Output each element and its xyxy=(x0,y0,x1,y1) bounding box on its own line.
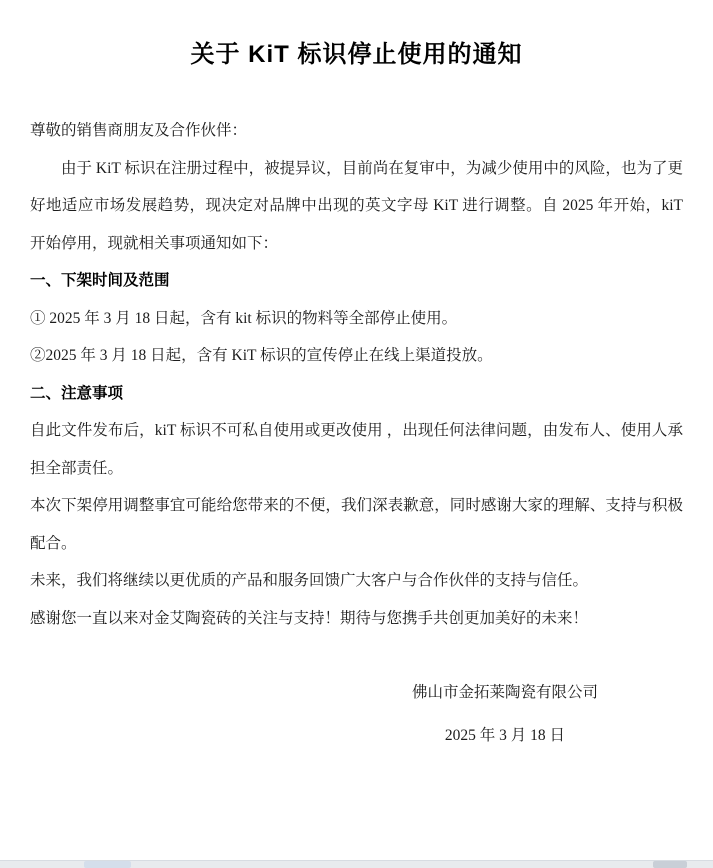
document-body xyxy=(30,112,683,637)
horizontal-scrollbar-thumb[interactable] xyxy=(84,861,131,868)
section-2-paragraph-2: 本次下架停用调整事宜可能给您带来的不便，我们深表歉意，同时感谢大家的理解、支持与积极配合。 xyxy=(30,497,683,552)
document-title: 关于 KiT 标识停止使用的通知 xyxy=(190,41,523,68)
signature-block xyxy=(30,674,683,754)
horizontal-scrollbar-thumb-secondary[interactable] xyxy=(653,861,687,868)
section-1-item-1: ① 2025 年 3 月 18 日起，含有 kit 标识的物料等全部停止使用。 xyxy=(30,309,458,327)
intro-paragraph: 由于 KiT 标识在注册过程中，被提异议，目前尚在复审中，为减少使用中的风险，也为了更好地适应市场发展趋势，现决定对品牌中出现的英文字母 KiT 进行调整。自 2025 年开始，kiT 开始停用，现就相关事项通知如下： xyxy=(30,159,683,252)
signature-date: 2025 年 3 月 18 日 xyxy=(444,726,566,744)
section-2-paragraph-4: 感谢您一直以来对金艾陶瓷砖的关注与支持！期待与您携手共创更加美好的未来！ xyxy=(30,609,589,627)
section-2-heading: 二、注意事项 xyxy=(30,384,124,402)
salutation: 尊敬的销售商朋友及合作伙伴： xyxy=(30,122,248,139)
signature-company: 佛山市金拓莱陶瓷有限公司 xyxy=(411,684,598,701)
section-2-paragraph-1: 自此文件发布后，kiT 标识不可私自使用或更改使用 ，出现任何法律问题，由发布人、使用人承担全部责任。 xyxy=(30,422,683,477)
section-2-paragraph-3: 未来，我们将继续以更优质的产品和服务回馈广大客户与合作伙伴的支持与信任。 xyxy=(30,572,589,589)
horizontal-scrollbar-track[interactable] xyxy=(0,860,713,868)
document-content xyxy=(0,38,713,754)
section-1-item-2: ②2025 年 3 月 18 日起，含有 KiT 标识的宣传停止在线上渠道投放。 xyxy=(30,347,493,364)
section-1-heading: 一、下架时间及范围 xyxy=(30,272,170,289)
